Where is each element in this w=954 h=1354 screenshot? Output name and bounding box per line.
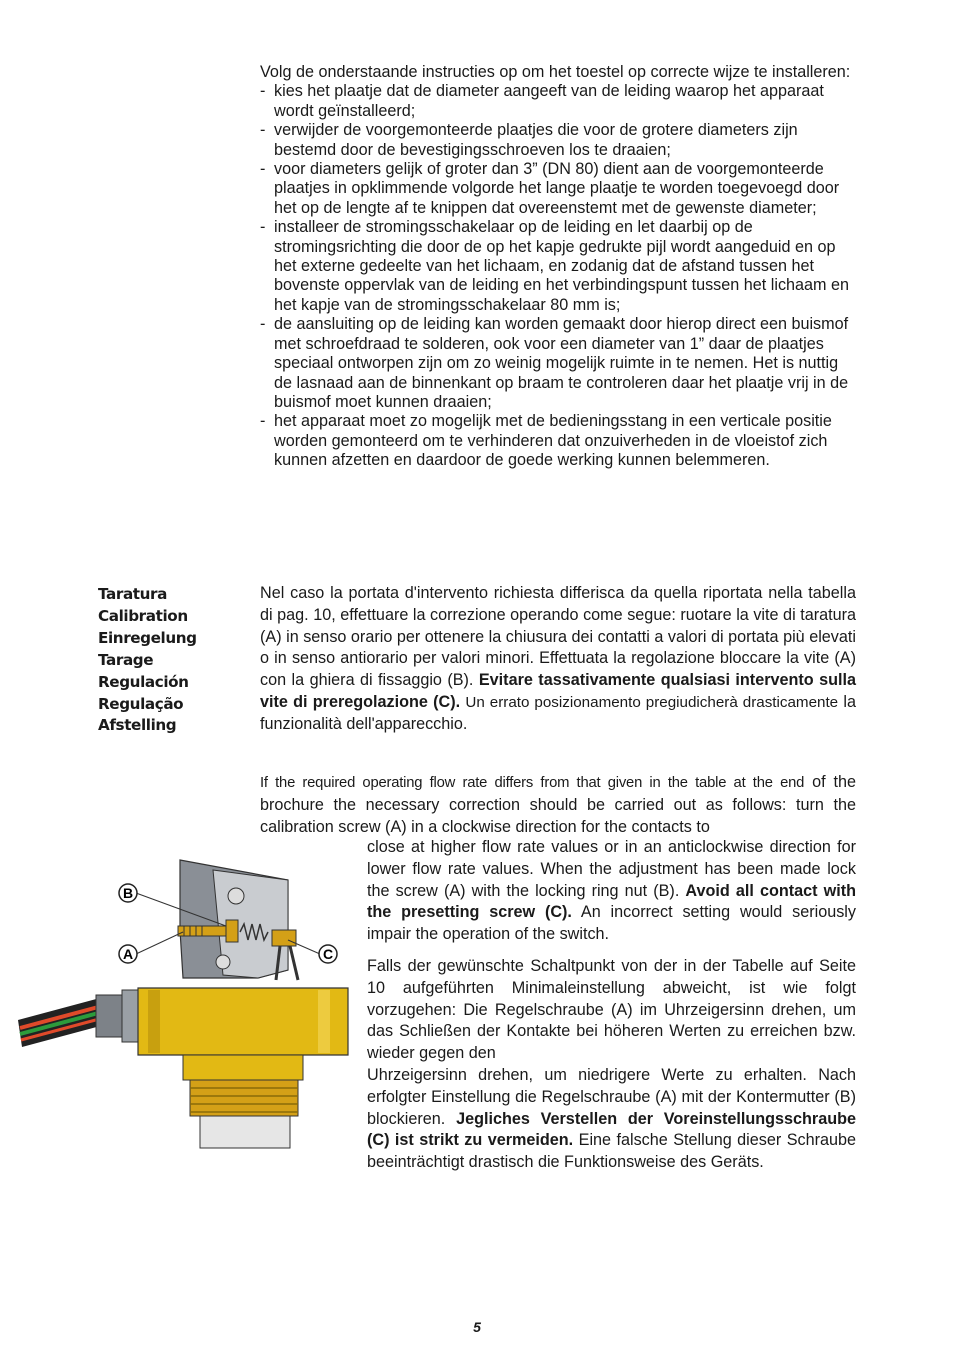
section-headings — [98, 584, 248, 737]
italian-paragraph — [260, 583, 856, 736]
cable — [18, 998, 104, 1047]
english-lead: If the required operating flow rate differs from that given in the table at the end — [260, 775, 805, 791]
label-b-badge — [119, 884, 137, 902]
label-a: A — [122, 946, 134, 962]
german-text-2: Uhrzeigersinn drehen, um niedrigere Werte zu erhalten. Nach erfolgter Einstellung die Regelschraube (A) mit der Kontermutter (B) blockieren. — [367, 1065, 856, 1128]
flow-switch-drawing — [18, 850, 358, 1150]
mechanism — [178, 860, 298, 980]
label-c: C — [322, 946, 334, 962]
list-item: - installeer de stromingsschakelaar op de leiding en let daarbij op de stromingsrichting die door de op het kapje gedrukte pijl wordt aangeduid en op het externe gedeelte van het lichaam, en zodanig dat de afstand tussen het bovenste oppervlak van de leiding en het verbindingspunt tussen het lichaam en het kapje van de stromingsschakelaar 80 mm is; — [260, 218, 856, 315]
label-b: B — [122, 885, 134, 901]
list-item: - kies het plaatje dat de diameter aangeeft van de leiding waarop het apparaat wordt geïnstalleerd; — [260, 82, 856, 121]
english-paragraph-top — [260, 772, 856, 838]
german-paragraph — [367, 956, 856, 1174]
german-tail: Eine falsche Stellung dieser Schraube beeinträchtigt drastisch die Funktionsweise des Geräts. — [367, 1131, 856, 1172]
italian-text: Nel caso la portata d'intervento richiesta differisca da quella riportata nella tabella di pag. 10, effettuare la correzione operando come segue: ruotare la vite di taratura (A) in senso orario per ottenere la chiusura dei contatti a valori di portata più elevati o in senso antiorario per valori minori. Effettuata la regolazione bloccare la vite (A) con la ghiera di fissaggio (B). — [260, 584, 856, 690]
instructions-list — [260, 82, 856, 470]
page-number: 5 — [473, 1319, 481, 1335]
label-c-badge — [319, 945, 337, 963]
german-text-1: Falls der gewünschte Schaltpunkt von der in der Tabelle auf Seite 10 aufgeführten Minimaleinstellung abweicht, ist wie folgt vorzugehen: Die Regelschraube (A) im Uhrzeigersinn drehen, um das Schließen der Kontakte bei höheren Werten zu erreichen bzw. wieder gegen den — [367, 957, 856, 1063]
german-warning: Jegliches Verstellen der Voreinstellungsschraube (C) ist strikt zu vermeiden. — [367, 1109, 857, 1150]
label-a-badge — [119, 945, 137, 963]
list-item: - voor diameters gelijk of groter dan 3” (DN 80) dient aan de voorgemonteerde plaatjes in opklimmende volgorde het lange plaatje te worden toegevoegd door het op de lengte af te knippen dat overeenstemt met de gewenste diameter; — [260, 160, 856, 218]
cable-gland — [96, 990, 142, 1042]
english-paragraph-continued — [367, 837, 856, 946]
english-warning: Avoid all contact with the presetting screw (C). — [367, 881, 856, 922]
heading-afstelling: Afstelling — [98, 716, 177, 735]
heading-regulacion: Regulación — [98, 672, 189, 691]
italian-warning: Evitare tassativamente qualsiasi intervento sulla vite di preregolazione (C). — [260, 671, 856, 711]
english-text-2: close at higher flow rate values or in an anticlockwise direction for lower flow rate values. When the adjustment has been made lock the screw (A) with the locking ring nut (B). — [367, 838, 856, 900]
instructions-lead: Volg de onderstaande instructies op om het toestel op correcte wijze te installeren: — [260, 63, 851, 81]
heading-calibration: Calibration — [98, 606, 188, 625]
list-item: - het apparaat moet zo mogelijk met de bedieningsstang in een verticale positie worden gemonteerd om te verhinderen dat onzuiverheden in de vloeistof zich kunnen afzetten en daardoor de goede werking kunnen belemmeren. — [260, 412, 856, 470]
list-item: - de aansluiting op de leiding kan worden gemaakt door hierop direct een buismof met schroefdraad te solderen, ook voor een diameter van 1” daar de plaatjes speciaal ontworpen zijn om zo weinig mogelijk ruimte in te nemen. Het is nuttig de lasnaad aan de binnenkant op braam te controleren daar het plaatje vrij in de buismof moet kunnen draaien; — [260, 315, 856, 412]
italian-tail: la funzionalità dell'apparecchio. — [260, 692, 856, 733]
list-item: - verwijder de voorgemonteerde plaatjes die voor de grotere diameters zijn bestemd door de bevestigingsschroeven los te draaien; — [260, 121, 856, 160]
heading-tarage: Tarage — [98, 650, 154, 669]
housing — [138, 988, 348, 1148]
heading-einregelung: Einregelung — [98, 628, 197, 647]
english-tail: An incorrect setting would seriously impair the operation of the switch. — [367, 903, 856, 944]
heading-regulacao: Regulação — [98, 694, 184, 713]
heading-taratura: Taratura — [98, 585, 167, 603]
english-text-1: of the brochure the necessary correction should be carried out as follows: turn the calibration screw (A) in a clockwise direction for the contacts to — [260, 773, 856, 836]
italian-tail-small: Un errato posizionamento pregiudicherà drasticamente — [465, 693, 839, 711]
installation-instructions — [260, 63, 856, 471]
flow-switch-illustration — [18, 850, 358, 1150]
